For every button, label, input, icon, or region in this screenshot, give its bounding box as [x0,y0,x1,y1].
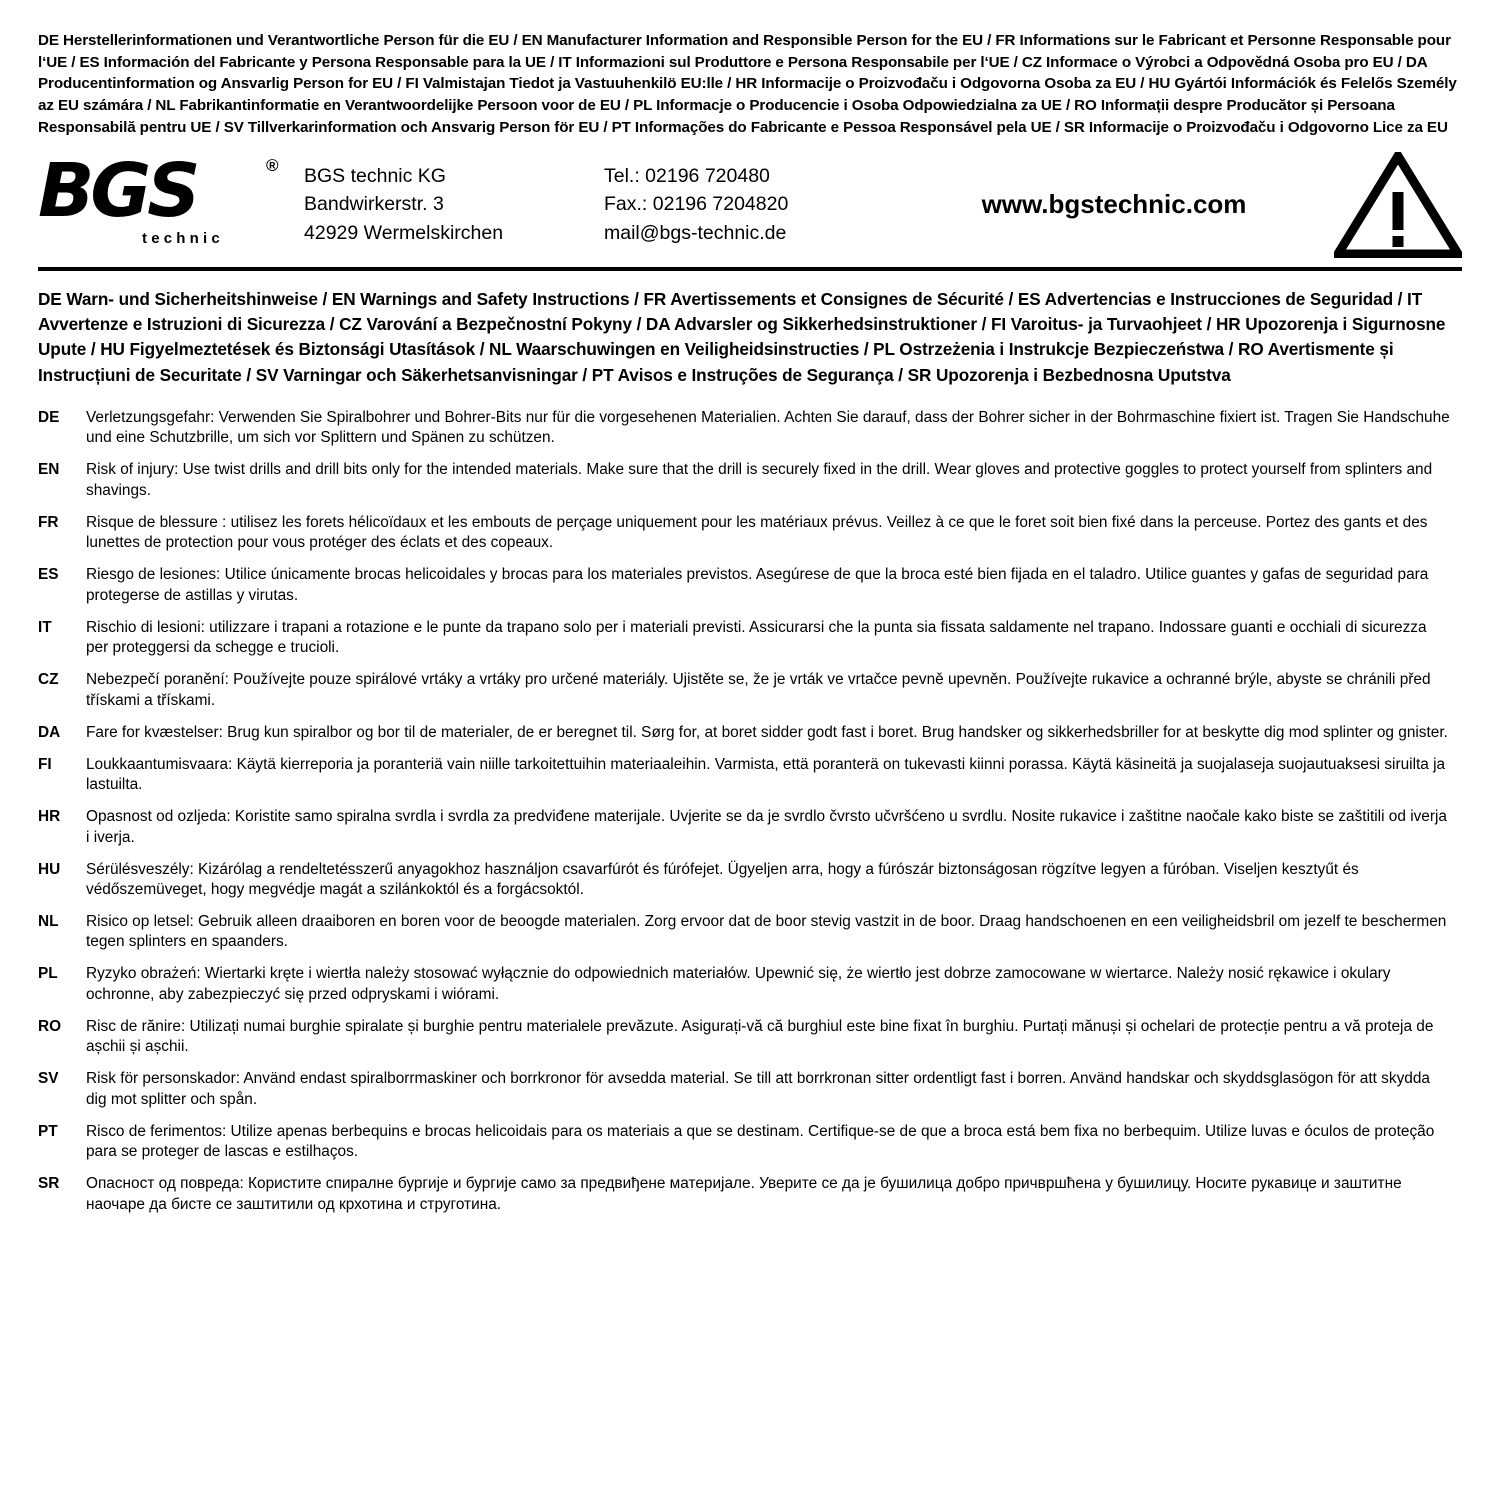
warning-text: Risc de rănire: Utilizați numai burghie spiralate și burghie pentru materialele prevăzute. Asigurați-vă că burghiul este bine fixat în burghiu. Purtați mănuși și ochelari de protecție pentru a vă proteja de așchii și așchii. [86,1017,1434,1056]
warning-text: Risk of injury: Use twist drills and drill bits only for the intended materials. Make sure that the drill is securely fixed in the drill. Wear gloves and protective goggles to protect yourself from splinters and shavings. [86,461,1433,499]
company-tel: Tel.: 02196 720480 [604,164,770,187]
warning-text: Opasnost od ozljeda: Koristite samo spiralna svrdla i svrdla za predviđene materijale. Uvjerite se da je svrdlo čvrsto učvršćeno u svrdlu. Nosite rukavice i zaštitne naočale kako biste se zaštitili od iverja i iverja. [86,808,1447,846]
list-item [38,912,1462,953]
language-code: IT [38,618,52,636]
registered-trademark-icon: ® [266,155,279,175]
language-code: PL [38,965,58,983]
list-item [38,964,1462,1005]
language-code: HR [38,808,61,826]
language-code: NL [38,913,59,930]
list-item [38,755,1462,796]
list-item [38,1122,1462,1163]
warning-text: Опасност од повреда: Користите спиралне бургије и бургије само за предвиђене материјале. Уверите се да је бушилица добро причвршћена у бушилицу. Носите рукавице и заштитне наочаре да бисте се заштитили од крхотина и струготина. [86,1175,1402,1213]
language-code: RO [38,1017,62,1035]
language-code: SV [38,1070,59,1088]
warning-text: Verletzungsgefahr: Verwenden Sie Spiralbohrer und Bohrer-Bits nur für die vorgesehenen Materialien. Achten Sie darauf, dass der Bohrer sicher in der Bohrmaschine fixiert ist. Tragen Sie Handschuhe und eine Schutzbrille, um sich vor Splittern und Spänen zu schützen. [86,408,1450,447]
language-code: DA [38,723,61,741]
warning-text: Risico op letsel: Gebruik alleen draaiboren en boren voor de beoogde materialen. Zorg ervoor dat de boor stevig vastzit in de boor. Draag handschoenen en een veiligheidsbril om jezelf te beschermen tegen splinters en spaanders. [86,913,1447,951]
language-code: FI [38,755,52,773]
warning-triangle-icon [1334,152,1462,258]
warning-text: Rischio di lesioni: utilizzare i trapani a rotazione e le punte da trapano solo per i materiali previsti. Assicurarsi che la punta sia fissata saldamente nel trapano. Indossare guanti e occhiali di sicurezza per proteggersi da schegge e trucioli. [86,618,1427,657]
language-code: HU [38,860,61,878]
language-code: DE [38,408,60,426]
warning-text: Riesgo de lesiones: Utilice únicamente brocas helicoidales y brocas para los materiales previstos. Asegúrese de que la broca esté bien fijada en el taladro. Utilice guantes y gafas de seguridad para protegerse de astillas y virutas. [86,566,1429,604]
company-city: 42929 Wermelskirchen [304,222,504,244]
company-name: BGS technic KG [304,164,446,187]
list-item [38,670,1462,711]
list-item [38,1174,1462,1215]
warning-text: Risco de ferimentos: Utilize apenas berbequins e brocas helicoidais para os materiais a que se destinam. Certifique-se de que a broca está bem fixa no berbequim. Utilize luvas e óculos de proteção para se proteger de lascas e estilhaços. [86,1122,1435,1161]
logo-wordmark: BGS [38,147,197,234]
list-item [38,723,1462,743]
language-code: SR [38,1175,60,1193]
logo-subtitle: technic [142,229,224,247]
language-code: CZ [38,671,59,689]
company-fax: Fax.: 02196 7204820 [604,193,789,216]
warning-text: Fare for kvæstelser: Brug kun spiralbor og bor til de materialer, de er beregnet til. Sørg for, at boret sidder godt fast i boret. Brug handsker og sikkerhedsbriller for at beskytte dig mod splinter og gnister. [86,723,1448,741]
list-item [38,1017,1462,1058]
language-code: ES [38,566,59,584]
warnings-section-title: DE Warn- und Sicherheitshinweise / EN Warnings and Safety Instructions / FR Avertissements et Consignes de Sécurité / ES Advertencias e Instrucciones de Seguridad / IT Avvertenze e Istruzioni di Sicurezza / CZ Varování a Bezpečnostní Pokyny / DA Advarsler og Sikkerhedsinstruktioner / FI Varoitus- ja Turvaohjeet / HR Upozorenja i Sigurnosne Upute / HU Figyelmeztetések és Biztonsági Utasítások / NL Waarschuwingen en Veiligheidsinstructies / PL Ostrzeżenia i Instrukcje Bezpieczeństwa / RO Avertismente și Instrucțiuni de Securitate / SV Varningar och Säkerhetsanvisningar / PT Avisos e Instruções de Segurança / SR Upozorenja i Bezbednosna Uputstva [38,288,1446,385]
list-item [38,460,1462,501]
list-item [38,513,1462,554]
language-code: FR [38,513,59,531]
manufacturer-info-heading: DE Herstellerinformationen und Verantwortliche Person für die EU / EN Manufacturer Information and Responsible Person for the EU / FR Informations sur le Fabricant et Personne Responsable pour l‘UE / ES Información del Fabricante y Persona Responsable para la UE / IT Informazioni sul Produttore e Persona Responsabile per l‘UE / CZ Informace o Výrobci a Odpovědná Osoba pro EU / DA Producentinformation og Ansvarlig Person for EU / FI Valmistajan Tiedot ja Vastuuhenkilö EU:lle / HR Informacije o Proizvođaču i Odgovorna Osoba za EU / HU Gyártói Információk és Felelős Személy az EU számára / NL Fabrikantinformatie en Verantwoordelijke Persoon voor de EU / PL Informacje o Producencie i Osoba Odpowiedzialna za UE / RO Informații despre Producător și Persoana Responsabilă pentru UE / SV Tillverkarinformation och Ansvarig Person för EU / PT Informações do Fabricante e Pessoa Responsável pela UE / SR Informacije o Proizvođaču i Odgovorno Lice za EU [38,32,1457,136]
warning-text: Risk för personskador: Använd endast spiralborrmaskiner och borrkronor för avsedda material. Se till att borrkronan sitter ordentligt fast i borren. Använd handskar och skyddsglasögon för att skydda dig mot splitter och spån. [86,1070,1430,1108]
warning-text: Sérülésveszély: Kizárólag a rendeltetésszerű anyagokhoz használjon csavarfúrót és fúrófejet. Ügyeljen arra, hogy a fúrószár biztonságosan rögzítve legyen a fúróban. Viseljen kesztyűt és védőszemüveget, hogy megvédje magát a szilánkoktól és a forgácsoktól. [86,860,1359,899]
warning-text: Risque de blessure : utilisez les forets hélicoïdaux et les embouts de perçage uniquement pour les matériaux prévus. Veillez à ce que le foret soit bien fixé dans la perceuse. Portez des gants et des lunettes de protection pour vous protéger des éclats et des copeaux. [86,513,1428,552]
list-item [38,618,1462,659]
list-item [38,1069,1462,1110]
warning-text: Loukkaantumisvaara: Käytä kierreporia ja poranteriä vain niille tarkoitettuihin materiaaleihin. Varmista, että poranterä on tukevasti kiinni porassa. Käytä käsineitä ja suojalaseja suojautuaksesi siruilta ja lastuilta. [86,755,1446,794]
language-code: PT [38,1122,58,1140]
company-contact [604,162,904,248]
warning-text: Nebezpečí poranění: Používejte pouze spirálové vrtáky a vrtáky pro určené materiály. Ujistěte se, že je vrták ve vrtačce pevně upevněn. Používejte rukavice a ochranné brýle, abyste se chránili před třískami a třískami. [86,671,1431,709]
bgs-logo [38,147,296,258]
list-item [38,408,1462,449]
list-item [38,860,1462,901]
company-website[interactable]: www.bgstechnic.com [981,189,1247,220]
company-address [296,162,604,248]
warning-text: Ryzyko obrażeń: Wiertarki kręte i wiertła należy stosować wyłącznie do odpowiednich materiałów. Upewnić się, że wiertło jest dobrze zamocowane w wiertarce. Należy nosić rękawice i okulary ochronne, aby zabezpieczyć się przed odpryskami i wiórami. [86,965,1391,1003]
warnings-list [38,408,1462,1216]
list-item [38,807,1462,848]
company-street: Bandwirkerstr. 3 [304,193,444,216]
company-email[interactable]: mail@bgs-technic.de [604,222,787,244]
list-item [38,565,1462,606]
company-header-bar [38,147,1462,271]
language-code: EN [38,461,60,479]
